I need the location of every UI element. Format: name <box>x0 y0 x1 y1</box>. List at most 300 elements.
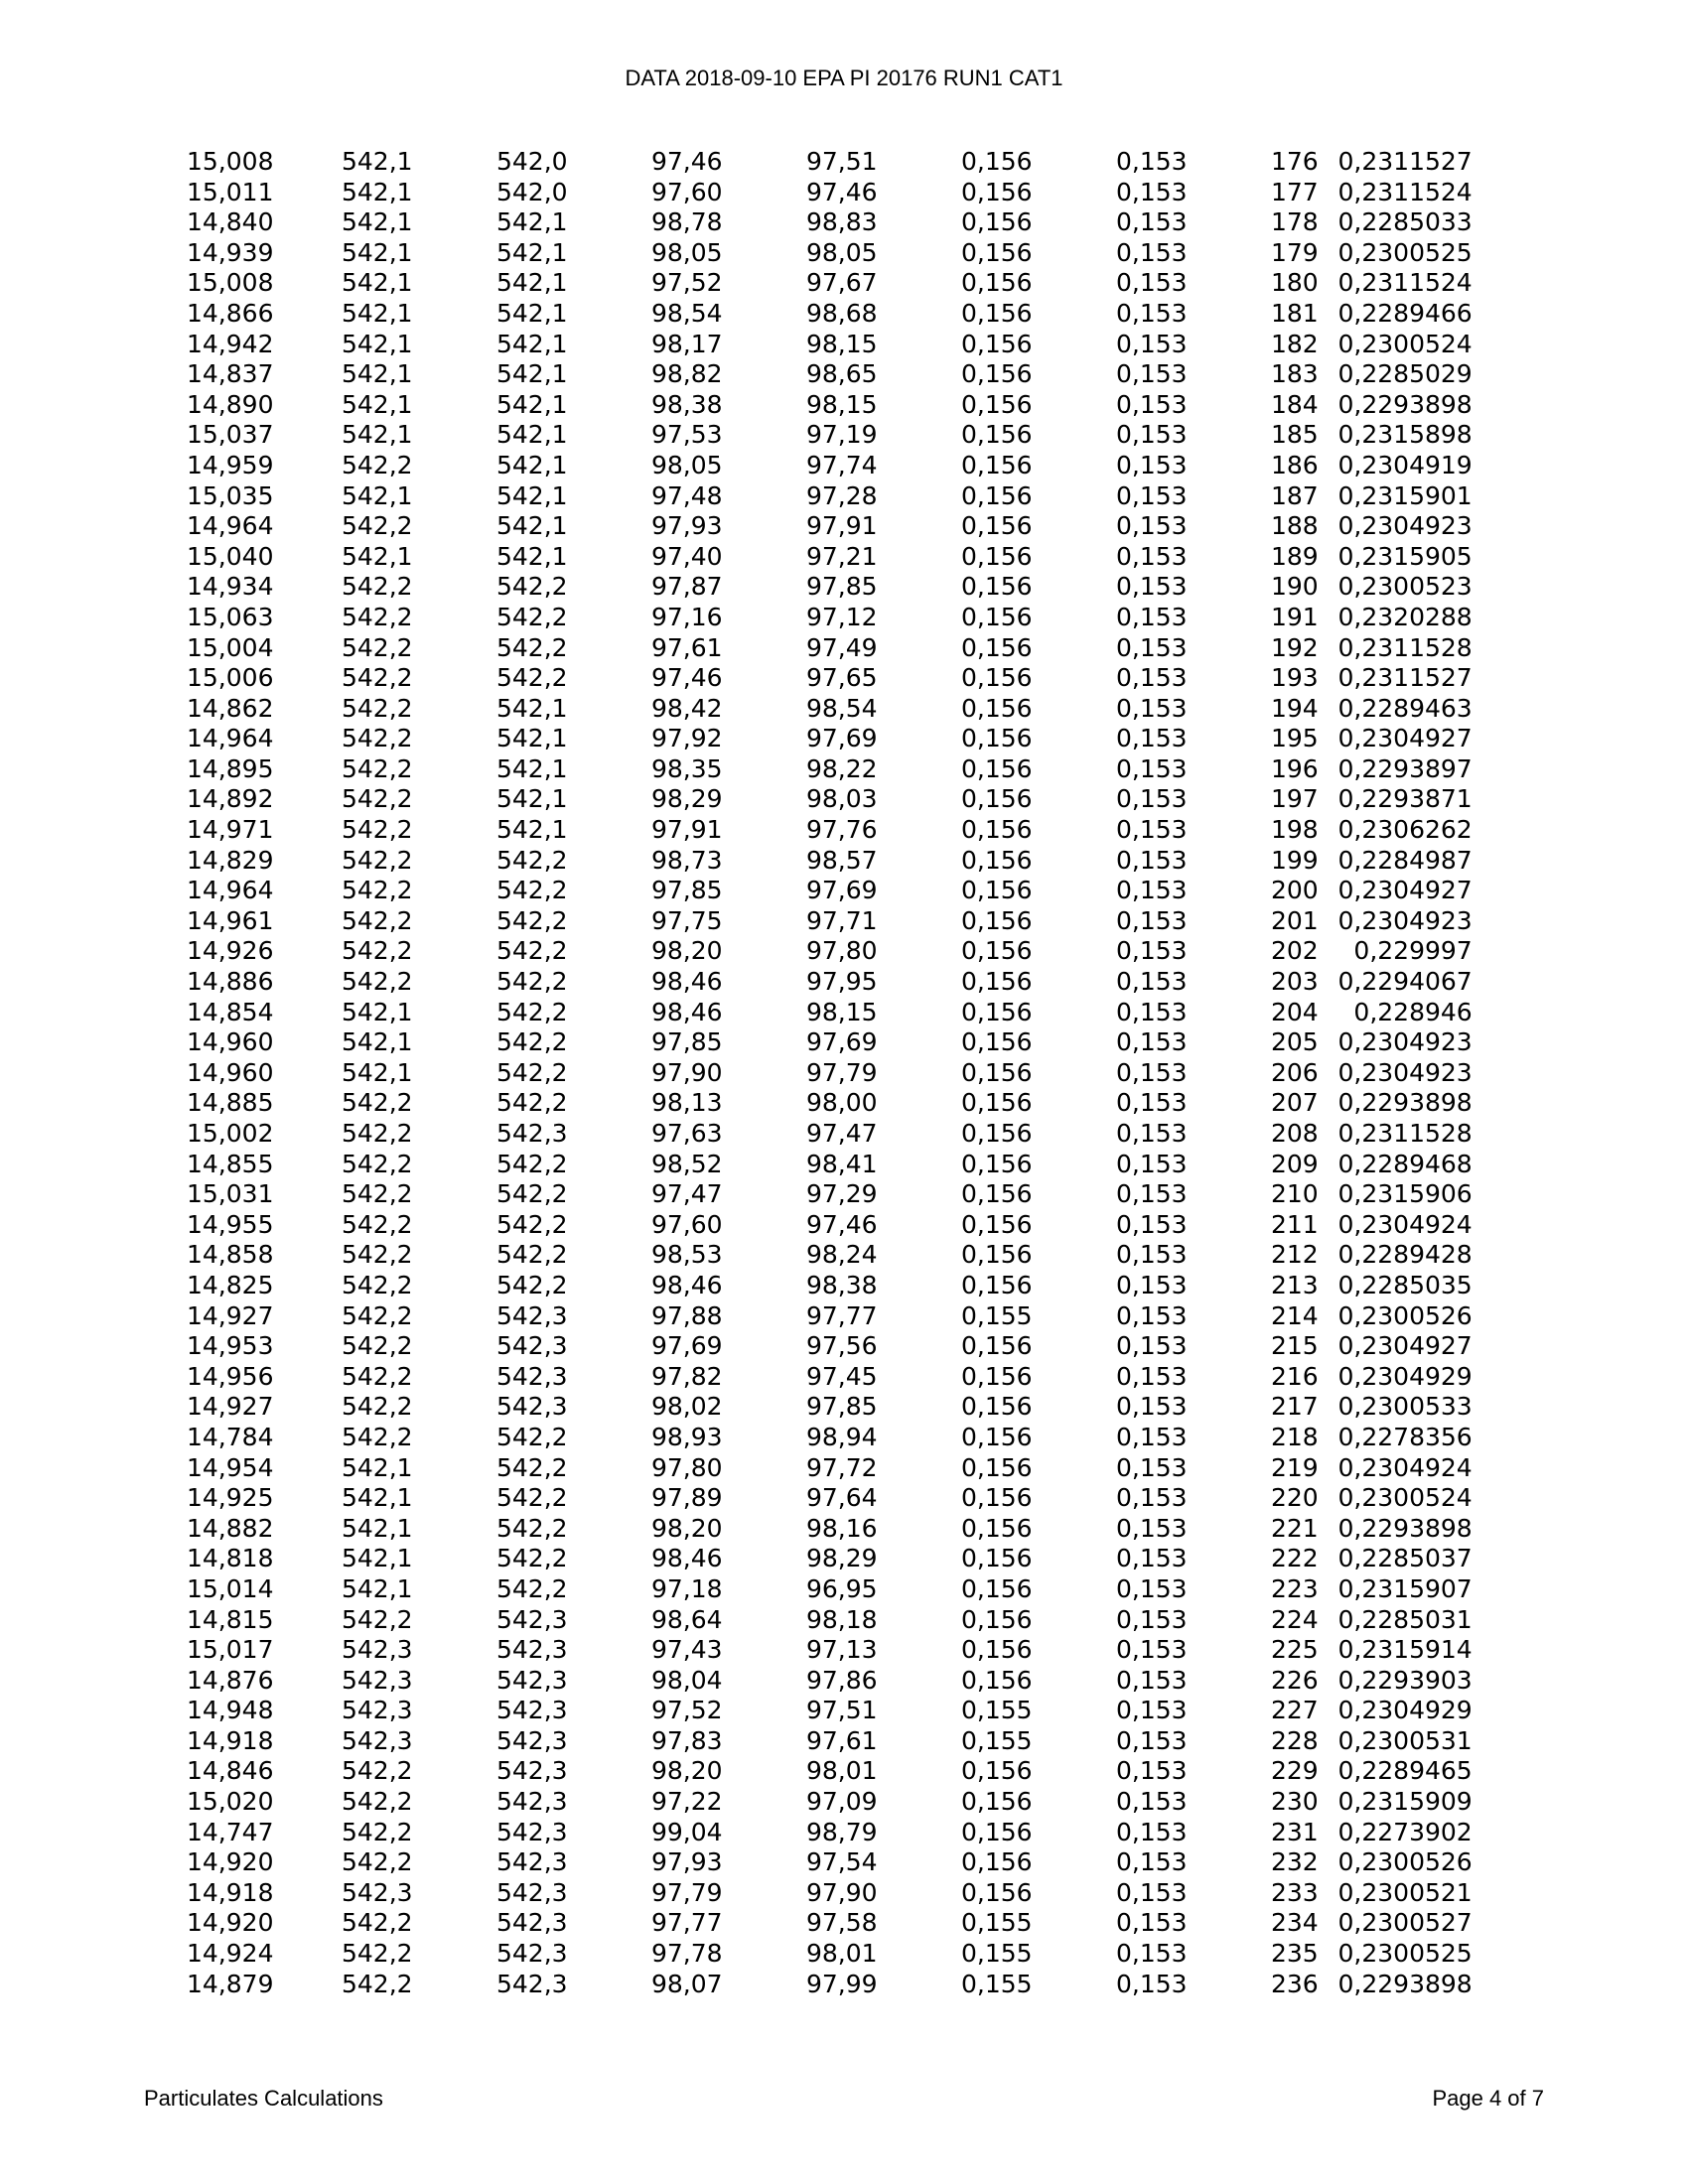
table-cell: 0,153 <box>1116 663 1188 693</box>
table-cell: 0,153 <box>1116 997 1188 1026</box>
table-cell: 207 <box>1271 1088 1319 1118</box>
table-cell: 0,153 <box>1116 1725 1188 1755</box>
table-cell: 0,153 <box>1116 389 1188 419</box>
table-row <box>187 754 1473 785</box>
table-cell: 15,002 <box>187 1119 274 1148</box>
table-cell: 542,2 <box>496 602 568 631</box>
table-cell: 221 <box>1271 1513 1319 1543</box>
table-row <box>187 1756 1473 1787</box>
table-cell: 186 <box>1271 450 1319 479</box>
table-cell: 0,156 <box>961 541 1033 571</box>
table-cell: 14,918 <box>187 1877 274 1907</box>
table-cell: 0,2300531 <box>1337 1725 1473 1755</box>
table-cell: 0,2300525 <box>1337 237 1473 267</box>
table-cell: 98,15 <box>806 329 878 358</box>
table-cell: 0,2304923 <box>1337 1057 1473 1087</box>
table-cell: 0,156 <box>961 602 1033 631</box>
table-cell: 14,895 <box>187 753 274 783</box>
table-cell: 542,2 <box>342 1270 413 1299</box>
table-cell: 98,07 <box>651 1969 723 1998</box>
table-cell: 235 <box>1271 1939 1319 1969</box>
table-cell: 542,2 <box>342 693 413 723</box>
table-cell: 97,93 <box>651 511 723 541</box>
table-cell: 542,2 <box>496 1027 568 1057</box>
table-cell: 0,2306262 <box>1337 815 1473 845</box>
table-cell: 0,2289428 <box>1337 1240 1473 1270</box>
table-row <box>187 1301 1473 1332</box>
table-cell: 0,153 <box>1116 1665 1188 1695</box>
table-cell: 14,955 <box>187 1209 274 1239</box>
table-row <box>187 1453 1473 1484</box>
table-cell: 0,153 <box>1116 876 1188 905</box>
table-row <box>187 1271 1473 1301</box>
table-cell: 99,04 <box>651 1817 723 1846</box>
table-cell: 0,156 <box>961 420 1033 450</box>
table-cell: 0,2289463 <box>1337 693 1473 723</box>
table-cell: 98,94 <box>806 1422 878 1451</box>
table-cell: 209 <box>1271 1149 1319 1178</box>
table-cell: 98,54 <box>806 693 878 723</box>
table-cell: 14,886 <box>187 967 274 997</box>
table-cell: 0,2320288 <box>1337 602 1473 631</box>
table-cell: 542,1 <box>342 997 413 1026</box>
table-cell: 97,54 <box>806 1847 878 1877</box>
table-cell: 214 <box>1271 1300 1319 1330</box>
table-cell: 14,784 <box>187 1422 274 1451</box>
table-cell: 14,948 <box>187 1696 274 1725</box>
table-cell: 0,156 <box>961 1057 1033 1087</box>
table-cell: 0,156 <box>961 572 1033 602</box>
table-cell: 97,49 <box>806 632 878 662</box>
table-cell: 0,156 <box>961 1483 1033 1513</box>
table-cell: 0,155 <box>961 1908 1033 1938</box>
table-cell: 220 <box>1271 1483 1319 1513</box>
table-cell: 98,64 <box>651 1604 723 1634</box>
table-cell: 0,156 <box>961 1573 1033 1603</box>
table-row <box>187 1696 1473 1726</box>
table-cell: 14,854 <box>187 997 274 1026</box>
table-cell: 14,918 <box>187 1725 274 1755</box>
table-cell: 97,78 <box>651 1939 723 1969</box>
table-cell: 97,91 <box>651 815 723 845</box>
table-cell: 96,95 <box>806 1573 878 1603</box>
table-cell: 542,1 <box>342 147 413 176</box>
table-cell: 228 <box>1271 1725 1319 1755</box>
table-cell: 0,2300524 <box>1337 1483 1473 1513</box>
table-cell: 14,855 <box>187 1149 274 1178</box>
table-cell: 97,82 <box>651 1361 723 1391</box>
table-cell: 0,2285031 <box>1337 1604 1473 1634</box>
table-cell: 0,2285037 <box>1337 1544 1473 1573</box>
table-cell: 97,72 <box>806 1452 878 1482</box>
table-cell: 210 <box>1271 1179 1319 1209</box>
table-cell: 14,829 <box>187 845 274 875</box>
table-cell: 542,1 <box>496 541 568 571</box>
table-cell: 542,1 <box>342 1057 413 1087</box>
table-cell: 0,156 <box>961 1119 1033 1148</box>
table-cell: 97,67 <box>806 268 878 298</box>
table-cell: 542,2 <box>496 1149 568 1178</box>
table-cell: 0,153 <box>1116 845 1188 875</box>
table-cell: 98,22 <box>806 753 878 783</box>
table-cell: 0,2304927 <box>1337 1331 1473 1361</box>
table-cell: 0,156 <box>961 268 1033 298</box>
table-cell: 98,05 <box>651 237 723 267</box>
table-cell: 0,153 <box>1116 1787 1188 1817</box>
table-cell: 98,73 <box>651 845 723 875</box>
table-cell: 97,19 <box>806 420 878 450</box>
table-cell: 97,90 <box>651 1057 723 1087</box>
table-cell: 14,964 <box>187 511 274 541</box>
table-cell: 542,2 <box>496 1544 568 1573</box>
table-cell: 15,035 <box>187 480 274 510</box>
table-cell: 14,920 <box>187 1908 274 1938</box>
table-cell: 98,29 <box>806 1544 878 1573</box>
table-cell: 0,2294067 <box>1337 967 1473 997</box>
table-cell: 97,40 <box>651 541 723 571</box>
table-cell: 208 <box>1271 1119 1319 1148</box>
table-cell: 223 <box>1271 1573 1319 1603</box>
table-cell: 98,15 <box>806 997 878 1026</box>
table-cell: 0,155 <box>961 1969 1033 1998</box>
table-cell: 542,2 <box>342 724 413 753</box>
table-cell: 0,153 <box>1116 207 1188 237</box>
table-row <box>187 390 1473 421</box>
table-row <box>187 694 1473 725</box>
table-cell: 0,153 <box>1116 1756 1188 1786</box>
table-cell: 542,2 <box>342 1787 413 1817</box>
table-cell: 97,60 <box>651 177 723 206</box>
table-cell: 98,52 <box>651 1149 723 1178</box>
table-cell: 14,964 <box>187 724 274 753</box>
table-cell: 97,18 <box>651 1573 723 1603</box>
table-cell: 15,017 <box>187 1635 274 1665</box>
table-cell: 0,2273902 <box>1337 1817 1473 1846</box>
table-cell: 15,031 <box>187 1179 274 1209</box>
table-cell: 0,153 <box>1116 1908 1188 1938</box>
table-cell: 97,80 <box>651 1452 723 1482</box>
table-cell: 98,01 <box>806 1756 878 1786</box>
table-cell: 14,885 <box>187 1088 274 1118</box>
table-cell: 0,2311527 <box>1337 663 1473 693</box>
table-cell: 97,45 <box>806 1361 878 1391</box>
table-cell: 542,2 <box>496 1209 568 1239</box>
table-cell: 15,008 <box>187 268 274 298</box>
table-cell: 542,1 <box>496 784 568 814</box>
table-cell: 187 <box>1271 480 1319 510</box>
table-cell: 542,2 <box>496 876 568 905</box>
table-row <box>187 299 1473 330</box>
table-cell: 542,1 <box>496 389 568 419</box>
table-cell: 0,2300526 <box>1337 1847 1473 1877</box>
table-cell: 97,83 <box>651 1725 723 1755</box>
table-cell: 98,65 <box>806 359 878 389</box>
table-cell: 542,2 <box>496 936 568 966</box>
table-row <box>187 268 1473 299</box>
table-cell: 97,71 <box>806 905 878 935</box>
table-cell: 542,2 <box>496 1240 568 1270</box>
table-cell: 0,153 <box>1116 1057 1188 1087</box>
table-cell: 97,93 <box>651 1847 723 1877</box>
table-cell: 0,156 <box>961 1088 1033 1118</box>
table-cell: 0,156 <box>961 845 1033 875</box>
table-cell: 0,2293898 <box>1337 1969 1473 1998</box>
table-cell: 0,2315914 <box>1337 1635 1473 1665</box>
table-cell: 229 <box>1271 1756 1319 1786</box>
table-cell: 97,65 <box>806 663 878 693</box>
table-cell: 97,87 <box>651 572 723 602</box>
table-cell: 0,156 <box>961 1635 1033 1665</box>
table-cell: 0,2293903 <box>1337 1665 1473 1695</box>
table-cell: 0,153 <box>1116 905 1188 935</box>
table-cell: 542,2 <box>342 1969 413 1998</box>
table-row <box>187 1423 1473 1453</box>
table-cell: 0,156 <box>961 359 1033 389</box>
table-cell: 0,2311524 <box>1337 268 1473 298</box>
table-cell: 542,2 <box>342 753 413 783</box>
table-cell: 542,2 <box>496 1088 568 1118</box>
table-cell: 0,156 <box>961 876 1033 905</box>
table-cell: 14,818 <box>187 1544 274 1573</box>
table-cell: 0,2311528 <box>1337 632 1473 662</box>
table-cell: 97,77 <box>806 1300 878 1330</box>
table-cell: 0,153 <box>1116 237 1188 267</box>
table-cell: 215 <box>1271 1331 1319 1361</box>
table-cell: 98,17 <box>651 329 723 358</box>
table-cell: 14,879 <box>187 1969 274 1998</box>
table-row <box>187 178 1473 208</box>
table-cell: 542,1 <box>496 724 568 753</box>
table-cell: 542,2 <box>496 1573 568 1603</box>
table-cell: 0,2289465 <box>1337 1756 1473 1786</box>
table-cell: 0,153 <box>1116 1270 1188 1299</box>
table-cell: 542,1 <box>496 237 568 267</box>
table-cell: 200 <box>1271 876 1319 905</box>
table-row <box>187 1483 1473 1514</box>
table-cell: 0,2311528 <box>1337 1119 1473 1148</box>
table-cell: 542,1 <box>342 1452 413 1482</box>
table-cell: 0,156 <box>961 237 1033 267</box>
table-cell: 213 <box>1271 1270 1319 1299</box>
table-cell: 0,153 <box>1116 1696 1188 1725</box>
table-row <box>187 1362 1473 1393</box>
table-cell: 0,153 <box>1116 1149 1188 1178</box>
table-cell: 97,91 <box>806 511 878 541</box>
table-cell: 14,939 <box>187 237 274 267</box>
table-cell: 0,156 <box>961 1847 1033 1877</box>
table-cell: 0,156 <box>961 329 1033 358</box>
table-cell: 542,1 <box>496 480 568 510</box>
table-cell: 542,3 <box>496 1908 568 1938</box>
table-cell: 97,46 <box>806 177 878 206</box>
table-cell: 542,1 <box>496 359 568 389</box>
table-row <box>187 1605 1473 1636</box>
table-cell: 97,43 <box>651 1635 723 1665</box>
table-row <box>187 1908 1473 1939</box>
table-cell: 542,2 <box>496 1452 568 1482</box>
table-cell: 212 <box>1271 1240 1319 1270</box>
table-cell: 14,961 <box>187 905 274 935</box>
table-cell: 542,1 <box>342 177 413 206</box>
table-cell: 0,153 <box>1116 1361 1188 1391</box>
table-cell: 542,1 <box>496 329 568 358</box>
table-cell: 0,2311524 <box>1337 177 1473 206</box>
table-cell: 542,1 <box>496 268 568 298</box>
table-cell: 0,2300533 <box>1337 1392 1473 1422</box>
table-cell: 14,924 <box>187 1939 274 1969</box>
table-row <box>187 238 1473 269</box>
table-cell: 97,79 <box>651 1877 723 1907</box>
table-cell: 14,942 <box>187 329 274 358</box>
table-cell: 0,156 <box>961 177 1033 206</box>
table-cell: 542,2 <box>342 511 413 541</box>
table-cell: 0,2300527 <box>1337 1908 1473 1938</box>
table-cell: 542,1 <box>496 815 568 845</box>
table-cell: 97,76 <box>806 815 878 845</box>
table-cell: 542,2 <box>342 572 413 602</box>
table-cell: 542,1 <box>342 1513 413 1543</box>
table-row <box>187 1635 1473 1666</box>
table-cell: 542,2 <box>342 1331 413 1361</box>
table-cell: 0,156 <box>961 511 1033 541</box>
table-cell: 184 <box>1271 389 1319 419</box>
table-cell: 97,53 <box>651 420 723 450</box>
table-cell: 0,2311527 <box>1337 147 1473 176</box>
table-cell: 98,35 <box>651 753 723 783</box>
table-cell: 542,3 <box>342 1665 413 1695</box>
table-row <box>187 1150 1473 1180</box>
table-cell: 14,954 <box>187 1452 274 1482</box>
table-cell: 97,88 <box>651 1300 723 1330</box>
table-cell: 542,2 <box>342 1604 413 1634</box>
table-cell: 97,48 <box>651 480 723 510</box>
table-cell: 98,57 <box>806 845 878 875</box>
table-row <box>187 359 1473 390</box>
table-cell: 97,58 <box>806 1908 878 1938</box>
table-cell: 542,3 <box>342 1725 413 1755</box>
table-cell: 97,60 <box>651 1209 723 1239</box>
table-cell: 15,040 <box>187 541 274 571</box>
table-cell: 177 <box>1271 177 1319 206</box>
table-cell: 542,2 <box>342 1817 413 1846</box>
table-cell: 0,2289466 <box>1337 298 1473 328</box>
table-cell: 0,156 <box>961 1787 1033 1817</box>
table-cell: 0,153 <box>1116 329 1188 358</box>
table-cell: 0,156 <box>961 1331 1033 1361</box>
table-cell: 542,2 <box>342 1908 413 1938</box>
table-cell: 0,2278356 <box>1337 1422 1473 1451</box>
table-cell: 98,46 <box>651 997 723 1026</box>
table-cell: 542,3 <box>496 1392 568 1422</box>
table-cell: 0,156 <box>961 967 1033 997</box>
table-cell: 14,927 <box>187 1392 274 1422</box>
table-cell: 542,1 <box>496 420 568 450</box>
table-cell: 0,2300521 <box>1337 1877 1473 1907</box>
table-cell: 98,16 <box>806 1513 878 1543</box>
table-cell: 0,153 <box>1116 1635 1188 1665</box>
table-cell: 216 <box>1271 1361 1319 1391</box>
table-cell: 542,1 <box>342 389 413 419</box>
table-cell: 542,2 <box>342 663 413 693</box>
table-cell: 97,56 <box>806 1331 878 1361</box>
table-cell: 97,95 <box>806 967 878 997</box>
table-cell: 98,46 <box>651 1270 723 1299</box>
table-row <box>187 481 1473 512</box>
table-cell: 15,063 <box>187 602 274 631</box>
table-cell: 542,2 <box>496 572 568 602</box>
table-cell: 542,2 <box>496 1483 568 1513</box>
table-cell: 542,2 <box>342 1756 413 1786</box>
table-row <box>187 1240 1473 1271</box>
table-cell: 542,2 <box>496 632 568 662</box>
table-row <box>187 147 1473 178</box>
table-cell: 183 <box>1271 359 1319 389</box>
table-cell: 542,1 <box>496 298 568 328</box>
table-row <box>187 511 1473 542</box>
table-cell: 542,3 <box>496 1635 568 1665</box>
table-cell: 0,156 <box>961 147 1033 176</box>
table-cell: 542,3 <box>496 1817 568 1846</box>
table-cell: 98,78 <box>651 207 723 237</box>
table-cell: 98,20 <box>651 1513 723 1543</box>
table-cell: 0,153 <box>1116 1969 1188 1998</box>
table-cell: 98,42 <box>651 693 723 723</box>
table-cell: 0,153 <box>1116 936 1188 966</box>
table-cell: 0,2304923 <box>1337 511 1473 541</box>
table-cell: 0,156 <box>961 1027 1033 1057</box>
table-cell: 0,156 <box>961 480 1033 510</box>
table-cell: 14,840 <box>187 207 274 237</box>
table-cell: 0,156 <box>961 1544 1033 1573</box>
table-cell: 0,153 <box>1116 1847 1188 1877</box>
table-cell: 542,3 <box>342 1696 413 1725</box>
table-cell: 0,153 <box>1116 1300 1188 1330</box>
table-cell: 0,156 <box>961 905 1033 935</box>
table-cell: 542,1 <box>342 237 413 267</box>
table-cell: 0,153 <box>1116 1422 1188 1451</box>
table-cell: 542,2 <box>496 967 568 997</box>
table-cell: 0,156 <box>961 450 1033 479</box>
table-cell: 542,2 <box>496 905 568 935</box>
table-cell: 0,2304923 <box>1337 905 1473 935</box>
table-row <box>187 1392 1473 1423</box>
table-cell: 0,156 <box>961 1756 1033 1786</box>
table-cell: 14,956 <box>187 1361 274 1391</box>
table-cell: 97,80 <box>806 936 878 966</box>
table-cell: 0,153 <box>1116 268 1188 298</box>
table-cell: 542,1 <box>342 359 413 389</box>
table-cell: 0,156 <box>961 298 1033 328</box>
table-cell: 542,3 <box>496 1604 568 1634</box>
table-cell: 98,82 <box>651 359 723 389</box>
table-cell: 542,2 <box>496 1057 568 1087</box>
table-cell: 542,2 <box>496 1179 568 1209</box>
table-cell: 227 <box>1271 1696 1319 1725</box>
table-cell: 98,54 <box>651 298 723 328</box>
table-cell: 97,69 <box>651 1331 723 1361</box>
table-cell: 542,3 <box>496 1361 568 1391</box>
table-cell: 14,866 <box>187 298 274 328</box>
table-cell: 97,46 <box>651 663 723 693</box>
table-cell: 542,3 <box>496 1696 568 1725</box>
table-cell: 202 <box>1271 936 1319 966</box>
table-cell: 0,2304927 <box>1337 876 1473 905</box>
table-row <box>187 815 1473 846</box>
table-cell: 0,2315907 <box>1337 1573 1473 1603</box>
table-cell: 14,925 <box>187 1483 274 1513</box>
table-cell: 97,63 <box>651 1119 723 1148</box>
table-cell: 97,77 <box>651 1908 723 1938</box>
